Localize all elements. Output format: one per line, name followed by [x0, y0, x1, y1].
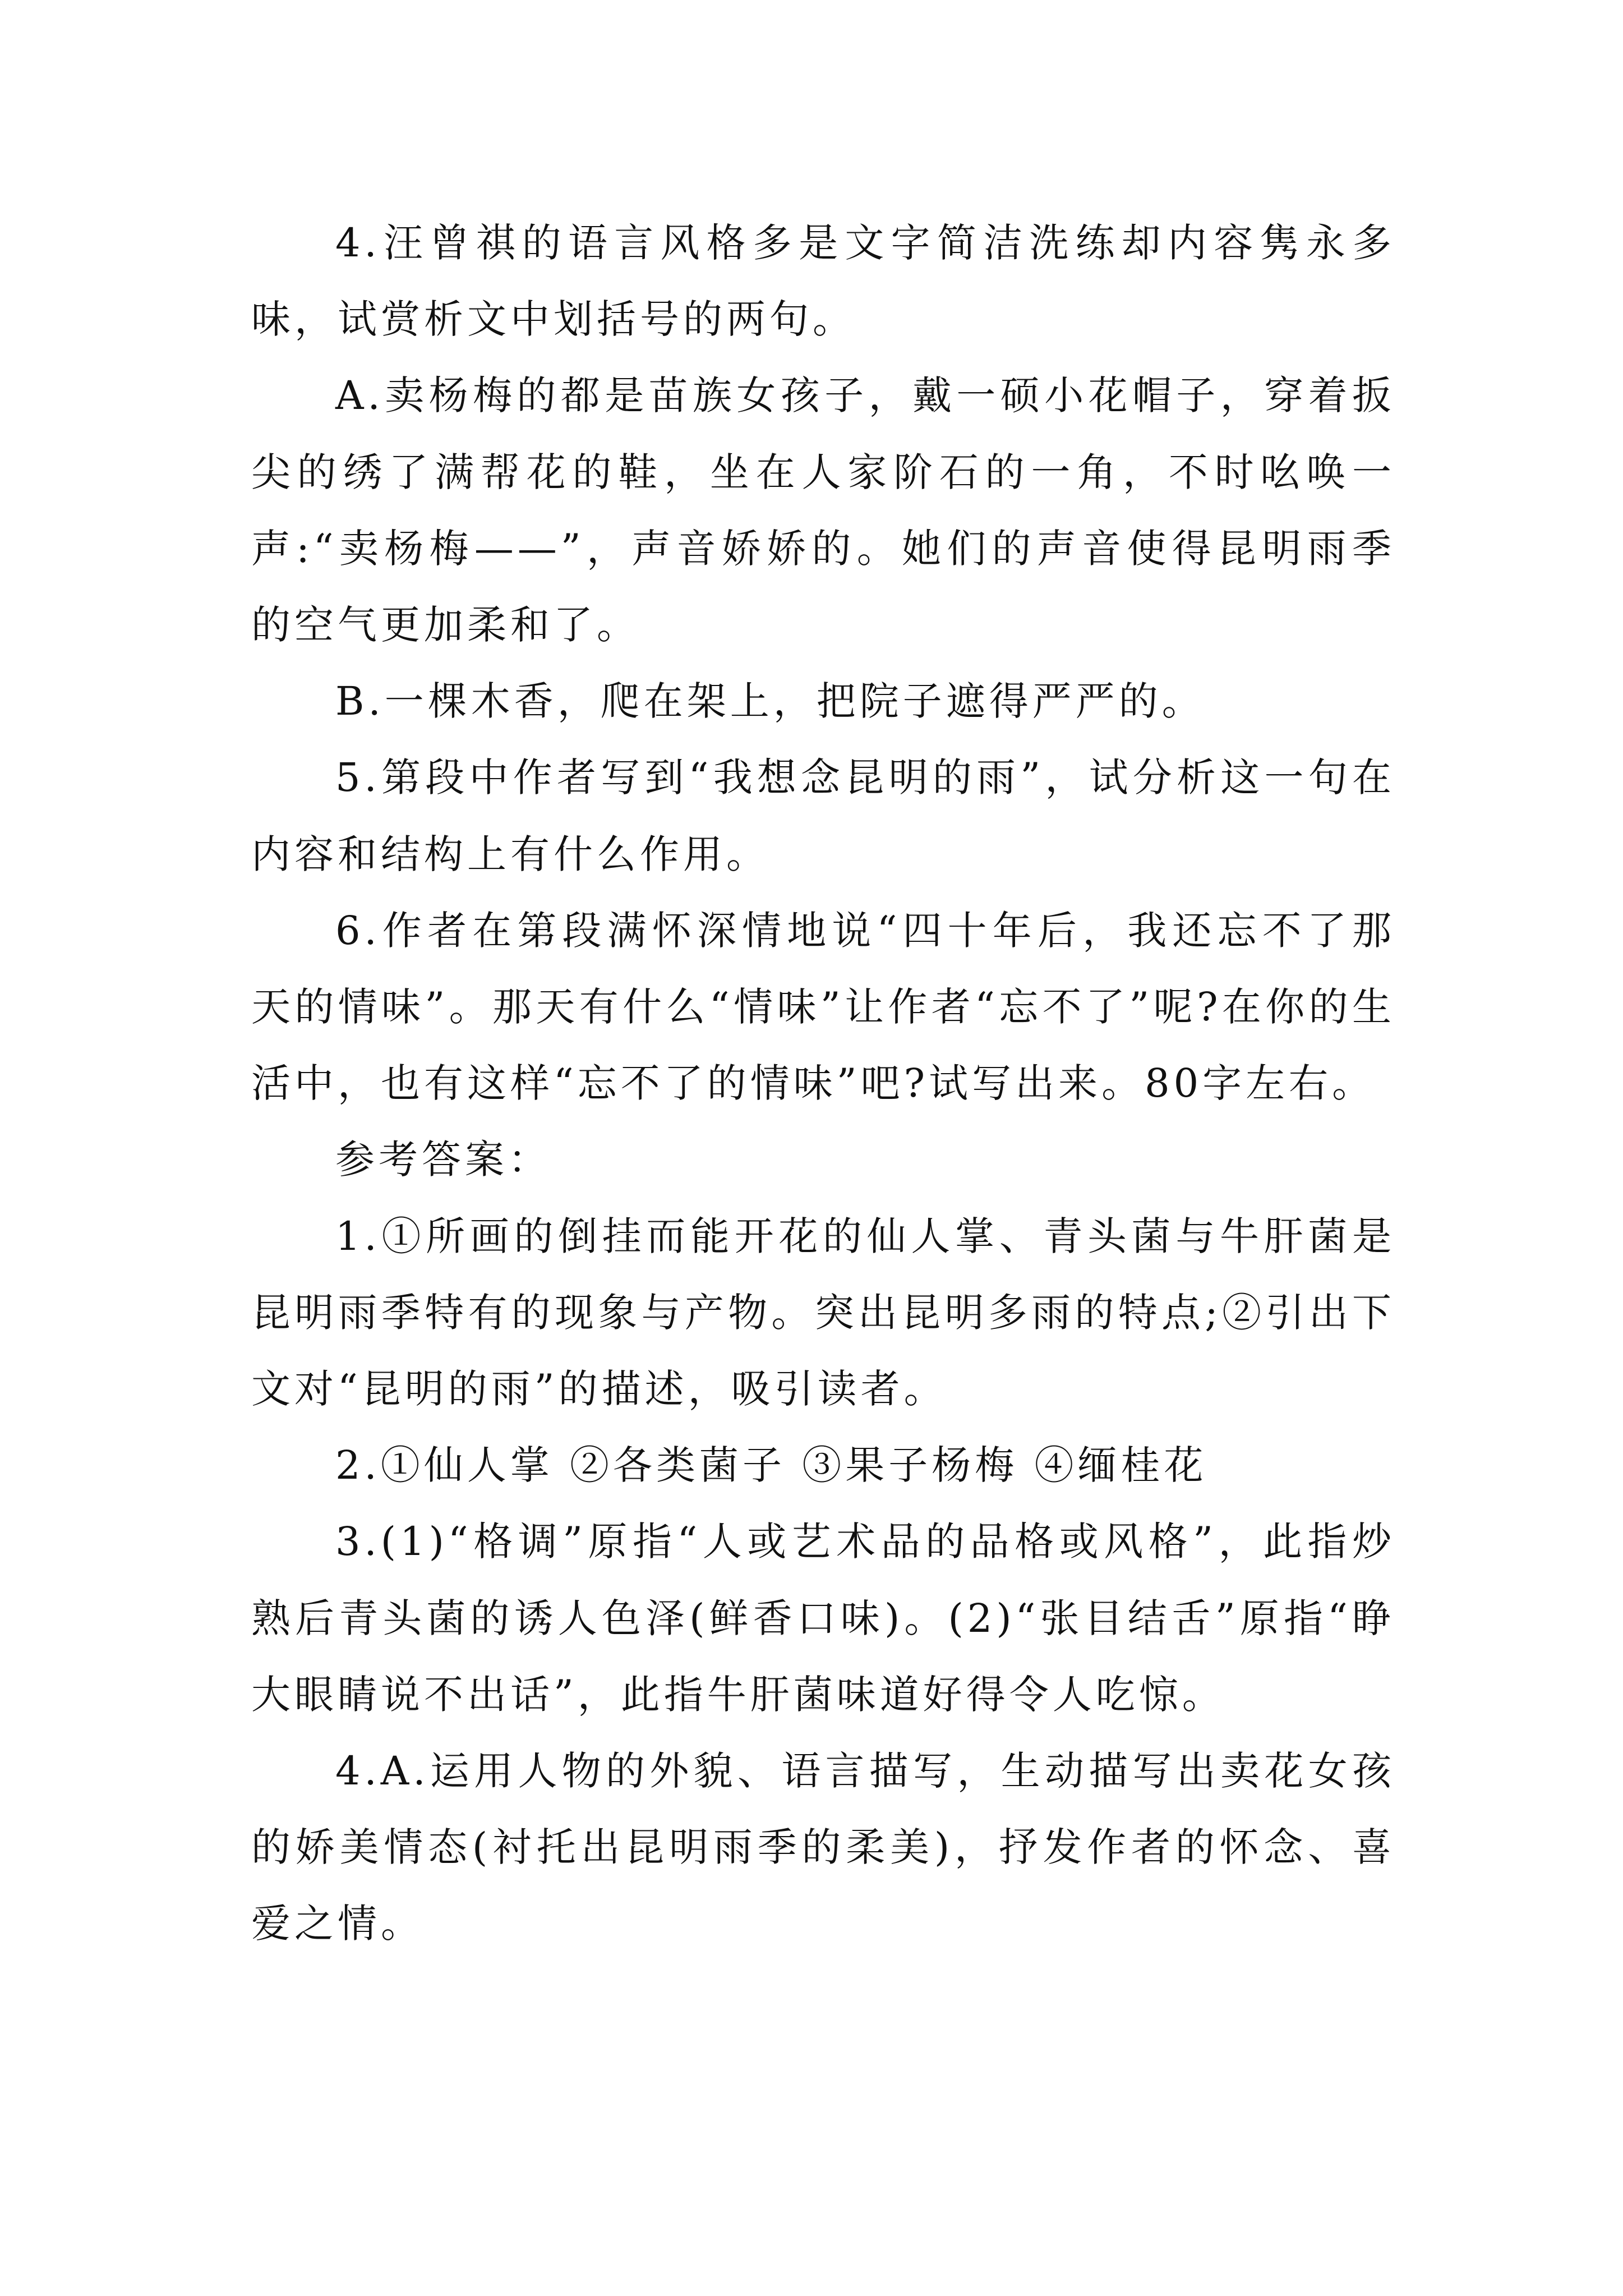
quoted-sentence-b: B.一棵木香，爬在架上，把院子遮得严严的。: [335, 678, 1205, 725]
question-5: 5.第段中作者写到“我想念昆明的雨”，试分析这一句在内容和结构上有什么作用。: [251, 754, 1395, 877]
quoted-sentence-a: A.卖杨梅的都是苗族女孩子，戴一硕小花帽子，穿着扳尖的绣了满帮花的鞋，坐在人家阶石的一角，不时吆唤一声:“卖杨梅——”，声音娇娇的。她们的声音使得昆明雨季的空气更加柔和了。: [251, 372, 1395, 648]
question-6: 6.作者在第段满怀深情地说“四十年后，我还忘不了那天的情味”。那天有什么“情味”让作者“忘不了”呢?在你的生活中，也有这样“忘不了的情味”吧?试写出来。80字左右。: [251, 907, 1395, 1107]
question-4: 4.汪曾祺的语言风格多是文字简洁洗练却内容隽永多味，试赏析文中划括号的两句。: [251, 220, 1395, 343]
answers-heading: 参考答案：: [335, 1137, 551, 1183]
answer-1: 1.①所画的倒挂而能开花的仙人掌、青头菌与牛肝菌是昆明雨季特有的现象与产物。突出昆明多雨的特点;②引出下文对“昆明的雨”的描述，吸引读者。: [251, 1213, 1395, 1412]
answer-3: 3.(1)“格调”原指“人或艺术品的品格或风格”，此指炒熟后青头菌的诱人色泽(鲜香口味)。(2)“张目结舌”原指“睁大眼睛说不出话”，此指牛肝菌味道好得令人吃惊。: [251, 1519, 1395, 1718]
answer-4a: 4.A.运用人物的外貌、语言描写，生动描写出卖花女孩的娇美情态(衬托出昆明雨季的柔美)，抒发作者的怀念、喜爱之情。: [251, 1748, 1395, 1947]
answer-2: 2.①仙人掌 ②各类菌子 ③果子杨梅 ④缅桂花: [335, 1442, 1207, 1489]
document-body: [251, 205, 1395, 1962]
